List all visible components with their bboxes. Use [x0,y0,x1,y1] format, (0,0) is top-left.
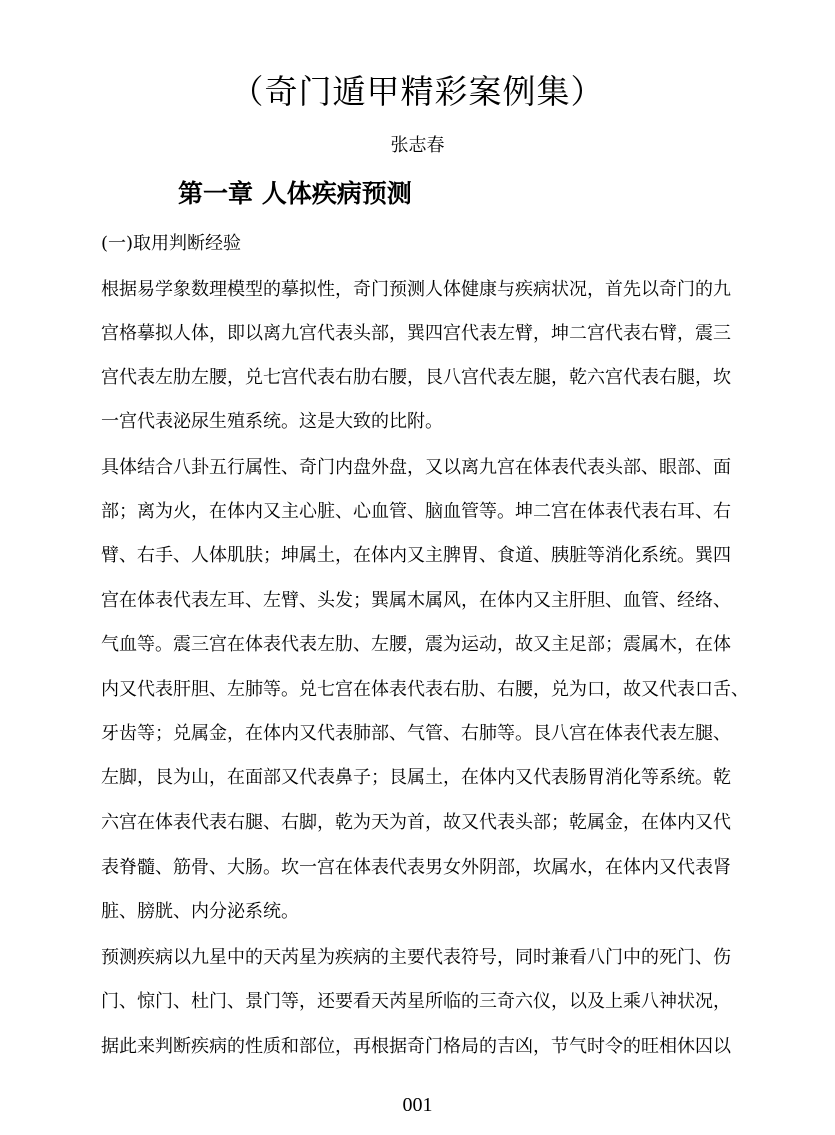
paragraph-line: 门、惊门、杜门、景门等，还要看天芮星所临的三奇六仪，以及上乘八神状况， [101,991,731,1012]
paragraph-line: 具体结合八卦五行属性、奇门内盘外盘，又以离九宫在体表代表头部、眼部、面 [101,457,731,478]
author-name: 张志春 [390,135,445,156]
paragraph-line: 表脊髓、筋骨、大肠。坎一宫在体表代表男女外阴部，坎属水，在体内又代表肾 [101,857,731,878]
paragraph-line: 宫代表左肋左腰，兑七宫代表右肋右腰，艮八宫代表左腿，乾六宫代表右腿，坎 [101,367,731,388]
paragraph-line: 脏、膀胱、内分泌系统。 [101,901,299,922]
paragraph-line: 内又代表肝胆、左肺等。兑七宫在体表代表右肋、右腰，兑为口，故又代表口舌、 [101,679,749,700]
paragraph-line: 根据易学象数理模型的摹拟性，奇门预测人体健康与疾病状况，首先以奇门的九 [101,279,731,300]
paragraph-line: 气血等。震三宫在体表代表左肋、左腰，震为运动，故又主足部；震属木，在体 [101,634,731,655]
paragraph-line: 一宫代表泌尿生殖系统。这是大致的比附。 [101,411,443,432]
paragraph-line: 六宫在体表代表右腿、右脚，乾为天为首，故又代表头部；乾属金，在体内又代 [101,812,731,833]
chapter-title: 第一章 人体疾病预测 [178,179,412,208]
paragraph-line: 预测疾病以九星中的天芮星为疾病的主要代表符号，同时兼看八门中的死门、伤 [101,947,731,968]
paragraph-line: 臂、右手、人体肌肤；坤属土，在体内又主脾胃、食道、胰脏等消化系统。巽四 [101,545,731,566]
paragraph-line: 据此来判断疾病的性质和部位，再根据奇门格局的吉凶，节气时令的旺相休囚以 [101,1036,731,1057]
paragraph-line: 牙齿等；兑属金，在体内又代表肺部、气管、右肺等。艮八宫在体表代表左腿、 [101,723,731,744]
paragraph-line: 部；离为火，在体内又主心脏、心血管、脑血管等。坤二宫在体表代表右耳、右 [101,501,731,522]
document-title: （奇门遁甲精彩案例集） [230,72,605,111]
paragraph-line: 宫格摹拟人体，即以离九宫代表头部，巽四宫代表左臂，坤二宫代表右臂，震三 [101,323,731,344]
section-heading: (一)取用判断经验 [101,233,242,254]
paragraph-line: 左脚，艮为山，在面部又代表鼻子；艮属土，在体内又代表肠胃消化等系统。乾 [101,767,731,788]
paragraph-line: 宫在体表代表左耳、左臂、头发；巽属木属风，在体内又主肝胆、血管、经络、 [101,590,731,611]
page-number: 001 [402,1094,433,1116]
